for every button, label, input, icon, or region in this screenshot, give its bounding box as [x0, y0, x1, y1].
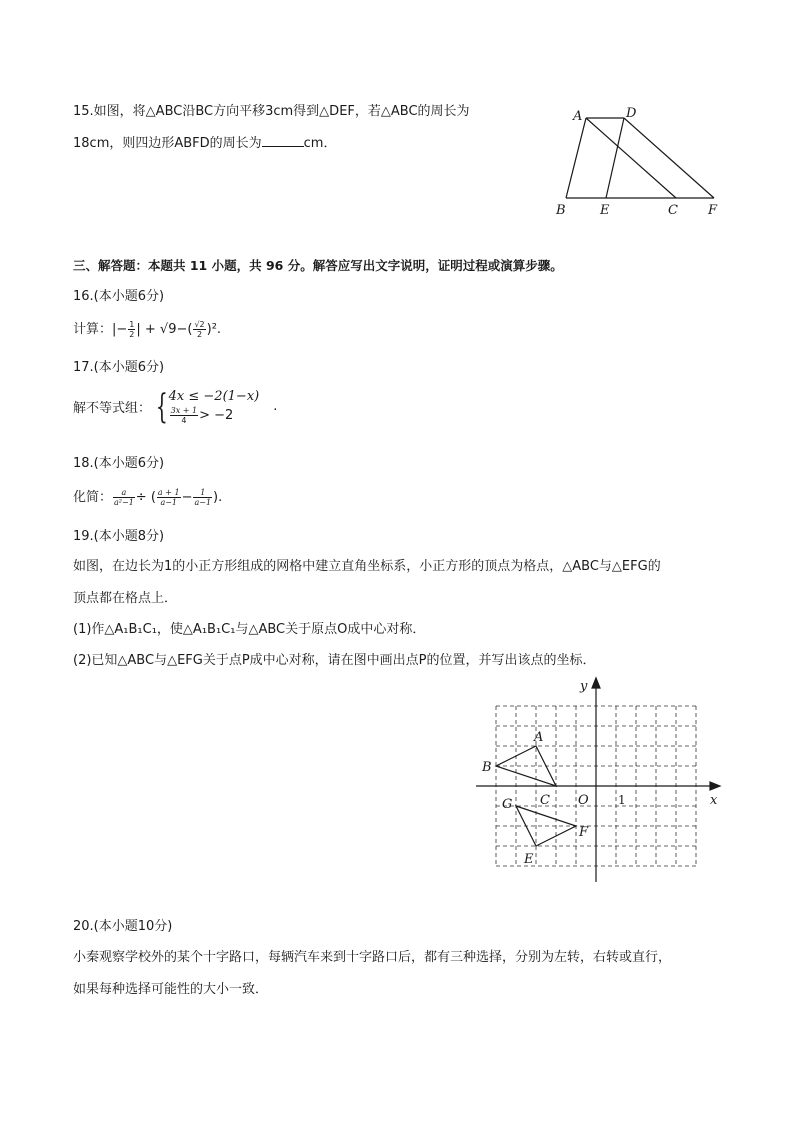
q20-line2: 如果每种选择可能性的大小一致． [73, 982, 269, 997]
q17-ineq2-tail: > −2 [199, 408, 234, 423]
section-3-title: 三、解答题：本题共 11 小题，共 96 分。解答应写出文字说明，证明过程或演算步骤。 [73, 258, 563, 273]
q18-op: ÷ ( [135, 490, 156, 505]
q16-expression [73, 318, 221, 342]
q18-header: 18.(本小题6分) [73, 456, 165, 471]
q18-f1-num: a [113, 488, 135, 498]
q15-line2-text: 18cm，则四边形ABFD的周长为 [73, 136, 262, 151]
y-axis-arrow-icon [592, 678, 600, 688]
q19-label-O: O [578, 793, 589, 808]
q17-ineq1: 4x ≤ −2(1−x) [168, 389, 260, 404]
q19-label-x: x [710, 793, 718, 808]
q15-label-A: A [573, 109, 583, 124]
q15-label-E: E [600, 203, 610, 218]
q17-ineq2 [169, 406, 260, 425]
brace-icon: { [155, 386, 168, 427]
q19-label-B: B [482, 760, 492, 775]
q16-prefix: 计算： [73, 322, 113, 337]
q19-label-y: y [580, 679, 588, 694]
q18-frac3 [193, 488, 212, 507]
q18-f1-den: a²−1 [114, 498, 134, 507]
q18-minus: − [181, 490, 193, 505]
q19-label-A: A [534, 730, 544, 745]
q17-inequalities [169, 388, 260, 425]
q17-end: . [273, 399, 278, 414]
q16-abs-close: | + √9−( [136, 322, 193, 337]
q19-line2: 顶点都在格点上． [73, 591, 178, 606]
q16-abs-open: |− [112, 322, 128, 337]
q18-prefix: 化简： [73, 490, 113, 505]
q19-header: 19.(本小题8分) [73, 529, 165, 544]
q18-f3-den: a−1 [194, 498, 212, 507]
q15-label-C: C [668, 203, 678, 218]
q19-line1: 如图，在边长为1的小正方形组成的网格中建立直角坐标系，小正方形的顶点为格点，△ABC与△EFG的 [73, 559, 661, 574]
q15-line2-unit: cm． [303, 136, 337, 151]
q15-label-F: F [708, 203, 718, 218]
x-axis-arrow-icon [710, 782, 720, 790]
q17-system [73, 388, 277, 425]
q19-part1: (1)作△A₁B₁C₁，使△A₁B₁C₁与△ABC关于原点O成中心对称． [73, 622, 426, 637]
q19-label-C: C [540, 793, 550, 808]
q18-frac1 [113, 488, 135, 507]
q16-fraction [128, 320, 135, 339]
q17-ineq2-frac [170, 406, 198, 425]
q18-frac2 [157, 488, 181, 507]
q16-frac-num: 1 [129, 320, 135, 329]
q16-sqrt-fraction [193, 320, 205, 339]
q18-f2-num: a + 1 [157, 488, 180, 497]
q19-part2: (2)已知△ABC与△EFG关于点P成中心对称，请在图中画出点P的位置，并写出该点的坐标． [73, 653, 596, 668]
q18-end: ). [213, 490, 223, 505]
q19-label-E: E [524, 852, 534, 867]
q18-expression [73, 484, 222, 512]
q16-sqrt-num: √2 [194, 320, 205, 329]
q15-translation-figure [550, 104, 730, 222]
q19-label-one: 1 [618, 793, 626, 807]
q15-label-D: D [626, 106, 637, 121]
q16-tail: )². [206, 322, 222, 337]
q17-header: 17.(本小题6分) [73, 360, 165, 375]
q17-prefix: 解不等式组： [73, 401, 152, 416]
q16-header: 16.(本小题6分) [73, 289, 165, 304]
q16-sqrt-den: 2 [197, 330, 203, 339]
q17-ineq2-num: 3x + 1 [170, 406, 198, 415]
q19-label-G: G [502, 797, 513, 812]
q18-f2-den: a−1 [160, 498, 178, 507]
q19-coordinate-grid [470, 672, 730, 890]
q17-ineq2-den: 4 [181, 416, 187, 425]
q15-label-B: B [556, 203, 566, 218]
q15-line1: 15.如图，将△ABC沿BC方向平移3cm得到△DEF，若△ABC的周长为 [73, 104, 470, 119]
answer-blank[interactable] [262, 134, 304, 147]
q20-header: 20.(本小题10分) [73, 919, 173, 934]
q16-frac-den: 2 [129, 330, 135, 339]
q18-f3-num: 1 [193, 488, 212, 498]
q15-line2 [73, 134, 336, 154]
q19-label-F: F [579, 825, 589, 840]
q20-line1: 小秦观察学校外的某个十字路口，每辆汽车来到十字路口后，都有三种选择，分别为左转，右转或直行， [73, 950, 672, 965]
